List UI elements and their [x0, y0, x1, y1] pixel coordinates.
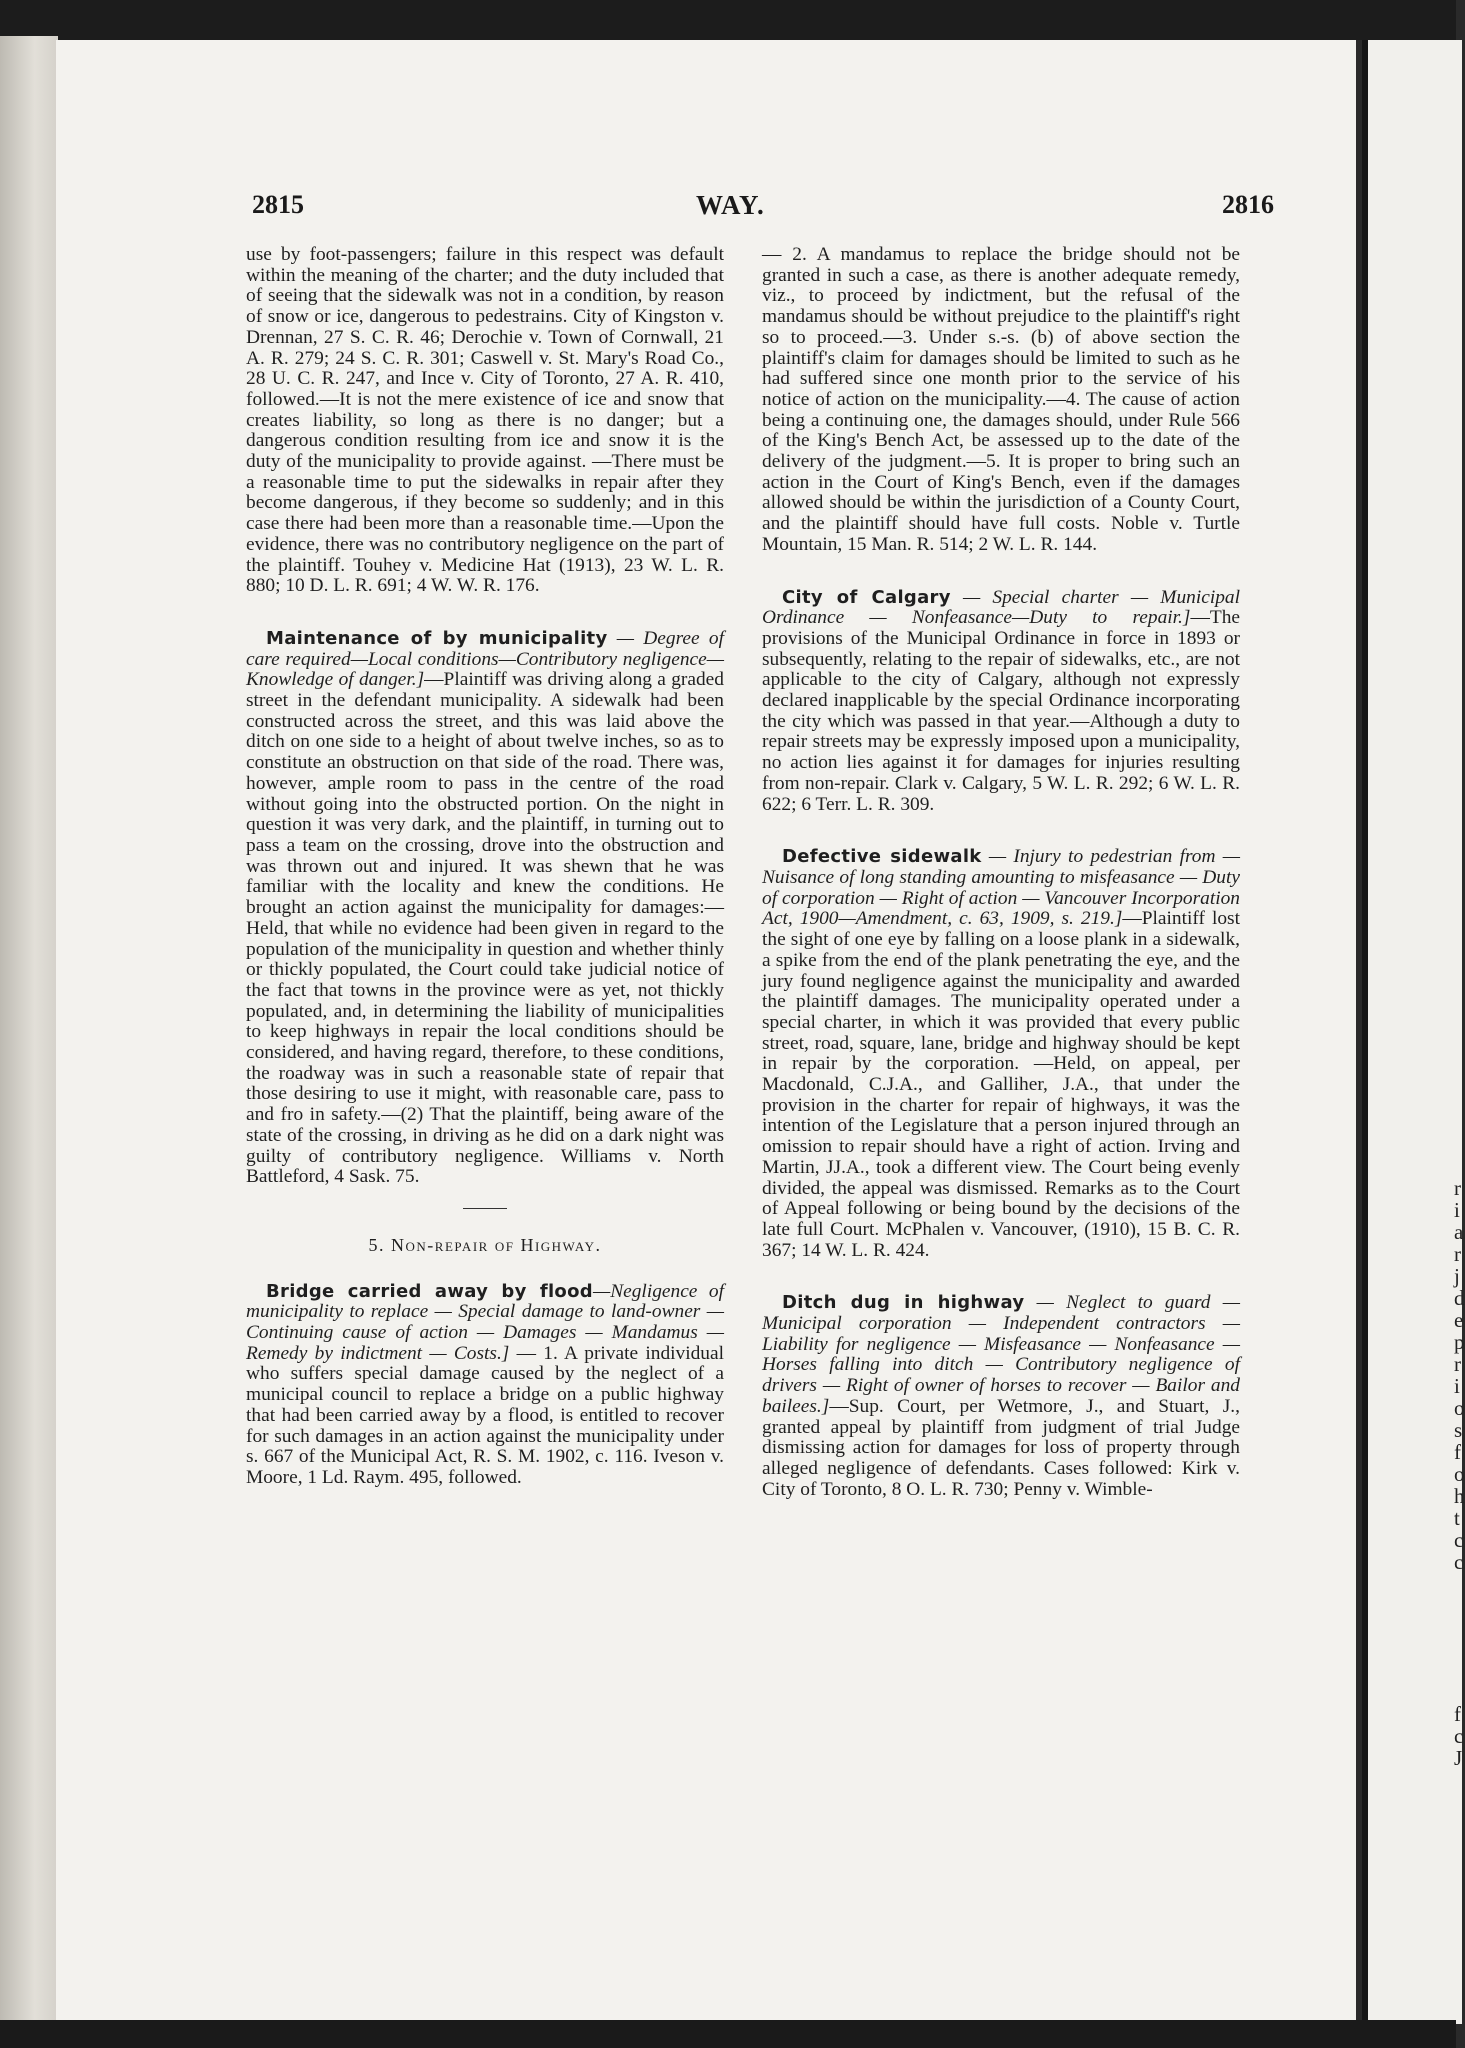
adjacent-page-letter: d — [1454, 1286, 1465, 1310]
adjacent-page-letter: f — [1454, 1702, 1461, 1726]
entry-heading: Ditch dug in highway — [782, 1292, 1025, 1314]
adjacent-page-letter: h — [1454, 1484, 1465, 1508]
section-rule — [463, 1208, 507, 1209]
book-page — [56, 40, 1356, 2020]
digest-entry-maintenance — [246, 629, 724, 1188]
right-column — [762, 245, 1240, 1500]
adjacent-page-letter: f — [1454, 1440, 1461, 1464]
digest-entry-bridge — [246, 1282, 724, 1489]
entry-subheadings: — Special charter — Municipal Ordinance — Nonfeasance—Duty to repair.] — [762, 586, 1240, 629]
entry-subheadings: — Degree of care required—Local conditions—Contributory negligence—Knowledge of danger.] — [246, 627, 724, 691]
continued-paragraph: use by foot-passengers; failure in this respect was default within the meaning of the charter; and the duty included that of seeing that the sidewalk was not in a condition, by reason of snow or ice, dangerous to pedestrains. City of Kingston v. Drennan, 27 S. C. R. 46; Derochie v. Town of Cornwall, 21 A. R. 279; 24 S. C. R. 301; Caswell v. St. Mary's Road Co., 28 U. C. R. 247, and Ince v. City of Toronto, 27 A. R. 410, followed.—It is not the mere existence of ice and snow that creates liability, so long as there is no danger; but a dangerous condition resulting from ice and snow it is the duty of the municipality to provide against. —There must be a reasonable time to put the sidewalks in repair after they become dangerous, if they become so suddenly; and in this case there had been more than a reasonable time.—Upon the evidence, there was no contributory negligence on the part of the plaintiff. Touhey v. Medicine Hat (1913), 23 W. L. R. 880; 10 D. L. R. 691; 4 W. W. R. 176. — [246, 244, 724, 597]
digest-entry-ditch — [762, 1293, 1240, 1500]
entry-body: —Plaintiff was driving along a graded street in the defendant municipality. A sidewalk had been constructed across the street, and this was laid above the ditch on one side to a height of about twelve inches, so as to constitute an obstruction on that side of the road. There was, however, ample room to pass in the centre of the road without going into the obstructed portion. On the night in question it was very dark, and the plaintiff, in turning out to pass a team on the crossing, drove into the obstruction and was thrown out and injured. It was shewn that he was familiar with the locality and knew the conditions. He brought an action against the municipality for damages:—Held, that while no evidence had been given in regard to the population of the municipality in question and whether thinly or thickly populated, the Court could take judicial notice of the fact that towns in the province were as yet, not thickly populated, and, in determining the liability of municipalities to keep highways in repair the local conditions should be considered, and having regard, therefore, to these conditions, the roadway was in such a reasonable state of repair that those desiring to use it might, with reasonable care, pass to and fro in safety.—(2) That the plaintiff, being aware of the state of the crossing, in driving as he did on a dark night was guilty of contributory negligence. Williams v. North Battleford, 4 Sask. 75. — [246, 669, 724, 1188]
scanner-top-border — [0, 0, 1456, 40]
adjacent-page-letter: c — [1454, 1724, 1464, 1748]
continued-paragraph: — 2. A mandamus to replace the bridge should not be granted in such a case, as there is another adequate remedy, viz., to proceed by indictment, but the refusal of the mandamus should be without prejudice to the plaintiff's right so to proceed.—3. Under s.-s. (b) of above section the plaintiff's claim for damages should be limited to such as he had suffered since one month prior to the service of his notice of action on the municipality.—4. The cause of action being a continuing one, the damages should, under Rule 566 of the King's Bench Act, be assessed up to the date of the delivery of the judgment.—5. It is proper to bring such an action in the Court of King's Bench, even if the damages allowed should be within the jurisdiction of a County Court, and the plaintiff should have full costs. Noble v. Turtle Mountain, 15 Man. R. 514; 2 W. L. R. 144. — [762, 244, 1240, 555]
adjacent-page-letter: J — [1454, 1746, 1463, 1770]
book-spine-edge — [0, 36, 58, 2026]
entry-body: — 1. A private individual who suffers special damage caused by the neglect of a municipal council to replace a bridge on a public highway that had been carried away by a flood, is entitled to recover for such damages in an action against the municipality under s. 667 of the Municipal Act, R. S. M. 1902, c. 116. Iveson v. Moore, 1 Ld. Raym. 495, followed. — [246, 1342, 724, 1488]
left-column — [246, 245, 724, 1489]
page-number-right: 2816 — [1222, 190, 1274, 219]
adjacent-page-letter: c — [1454, 1528, 1464, 1552]
entry-subheadings: —Negligence of municipality to replace — Special damage to land-owner — Continuing cause of action — Damages — Mandamus — Remedy by indictment — Costs.] — [246, 1280, 724, 1364]
adjacent-page-letter: o — [1454, 1396, 1465, 1420]
entry-heading: Bridge carried away by flood — [266, 1280, 593, 1302]
adjacent-page-letter: i — [1454, 1374, 1460, 1398]
scanner-bottom-border — [0, 2020, 1456, 2048]
entry-subheadings: — Neglect to guard — Municipal corporation — Independent contractors — Liability for negligence — Misfeasance — Nonfeasance — Horses falling into ditch — Contributory negligence of drivers — Right of owner of horses to recover — Bailor and bailees.] — [762, 1292, 1240, 1417]
digest-entry-calgary — [762, 588, 1240, 816]
adjacent-page-letter: s — [1454, 1418, 1463, 1442]
running-title: WAY. — [696, 190, 765, 220]
adjacent-page-edge — [1362, 40, 1465, 2024]
entry-body: —The provisions of the Municipal Ordinance in force in 1893 or subsequently, relating to the repair of sidewalks, etc., are not applicable to the city of Calgary, although not expressly declared inapplicable by the special Ordinance incorporating the city which was passed in that year.—Although a duty to repair streets may be expressly imposed upon a municipality, no action lies against it for damages for injuries resulting from non-repair. Clark v. Calgary, 5 W. L. R. 292; 6 W. L. R. 622; 6 Terr. L. R. 309. — [762, 607, 1240, 815]
section-title: 5. Non-repair of Highway. — [368, 1234, 602, 1255]
entry-gap — [762, 815, 1240, 847]
adjacent-page-letter: t — [1454, 1506, 1460, 1530]
adjacent-page-letter: o — [1454, 1462, 1465, 1486]
adjacent-page-letter: i — [1454, 1198, 1460, 1222]
adjacent-page-letter: j — [1454, 1264, 1460, 1288]
entry-heading: City of Calgary — [782, 586, 951, 608]
entry-gap — [762, 1261, 1240, 1293]
entry-body: —Plaintiff lost the sight of one eye by falling on a loose plank in a sidewalk, a spike from the end of the plank penetrating the eye, and the jury found negligence against the municipality and awarded the plaintiff damages. The municipality operated under a special charter, in which it was provided that every public street, road, square, lane, bridge and highway should be kept in repair by the corporation. —Held, on appeal, per Macdonald, C.J.A., and Galliher, J.A., that under the provision in the charter for repair of highways, it was the intention of the Legislature that a person injured through an omission to repair should have a right of action. Irving and Martin, JJ.A., took a different view. The Court being evenly divided, the appeal was dismissed. Remarks as to the Court of Appeal following or being bound by the decisions of the late full Court. McPhalen v. Vancouver, (1910), 15 B. C. R. 367; 14 W. L. R. 424. — [762, 908, 1240, 1261]
entry-gap — [246, 597, 724, 629]
adjacent-page-letter: r — [1454, 1176, 1461, 1200]
adjacent-page-letter: c — [1454, 1550, 1464, 1574]
entry-heading: Defective sidewalk — [782, 846, 982, 868]
entry-subheadings: — Injury to pedestrian from — Nuisance of long standing amounting to misfeasance — Duty of corporation — Right of action — Vancouver Incorporation Act, 1900—Amendment, c. 63, 1909, s. 219.] — [762, 846, 1241, 930]
adjacent-page-letter: r — [1454, 1242, 1461, 1266]
digest-entry-sidewalk — [762, 847, 1240, 1261]
entry-gap — [762, 556, 1240, 588]
entry-heading: Maintenance of by municipality — [266, 627, 608, 649]
page-number-left: 2815 — [252, 190, 304, 219]
entry-body: —Sup. Court, per Wetmore, J., and Stuart, J., granted appeal by plaintiff from judgment of trial Judge dismissing action for damages for loss of property through alleged negligence of defendants. Cases followed: Kirk v. City of Toronto, 8 O. L. R. 730; Penny v. Wimble- — [762, 1395, 1240, 1500]
adjacent-page-letter: a — [1454, 1220, 1464, 1244]
adjacent-page-letter: e — [1454, 1308, 1464, 1332]
page-header — [56, 190, 1356, 230]
adjacent-page-letter: r — [1454, 1352, 1461, 1376]
adjacent-page-letter: p — [1454, 1330, 1465, 1354]
